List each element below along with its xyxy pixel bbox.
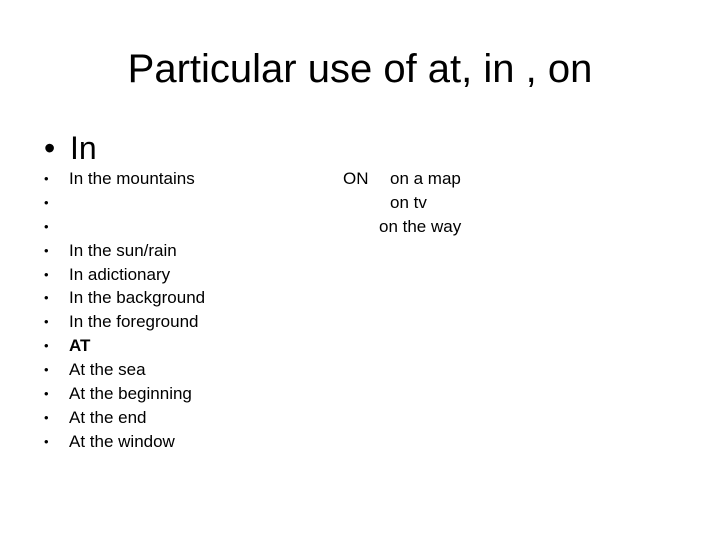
list-item-text: In the foreground: [69, 312, 199, 332]
list-item: [44, 191, 205, 215]
list-item-text: At the end: [69, 407, 147, 427]
bullet-dot: •: [44, 218, 49, 234]
list-item-text: At the window: [69, 431, 175, 451]
on-item-tv: on tv: [390, 192, 427, 212]
examples-list: [44, 167, 205, 454]
on-item-way: on the way: [379, 216, 462, 236]
bullet-dot: •: [44, 362, 49, 378]
list-item: [44, 430, 205, 454]
list-item-text: In adictionary: [69, 264, 171, 284]
list-item: [44, 239, 205, 263]
list-item-text: In the sun/rain: [69, 240, 177, 260]
list-item-heading-at: [44, 334, 205, 358]
list-item-text: In the background: [69, 288, 206, 308]
list-item: [44, 406, 205, 430]
list-item: [44, 382, 205, 406]
on-label: ON: [343, 169, 369, 188]
bullet-dot: •: [44, 314, 49, 330]
list-item-text: At the sea: [69, 360, 146, 380]
list-item-text: In the mountains: [69, 169, 195, 188]
bullet-dot: •: [44, 266, 49, 282]
bullet-dot: •: [44, 433, 49, 449]
bullet-dot: •: [44, 194, 49, 210]
list-item: [44, 286, 205, 310]
list-item: [44, 167, 205, 191]
bullet-dot: •: [44, 171, 49, 186]
bullet-dot: •: [44, 242, 49, 258]
main-bullet-in: [44, 128, 97, 168]
bullet-dot: •: [44, 130, 56, 166]
slide-title: Particular use of at, in , on: [127, 47, 593, 91]
list-item: [44, 358, 205, 382]
bullet-dot: •: [44, 290, 49, 306]
list-item: [44, 310, 205, 334]
on-item-map: on a map: [390, 169, 461, 188]
list-item-text: At the beginning: [69, 384, 192, 404]
main-bullet-text: In: [70, 130, 97, 166]
bullet-dot: •: [44, 386, 49, 402]
bullet-dot: •: [44, 409, 49, 425]
bullet-dot: •: [44, 338, 49, 354]
list-item: [44, 215, 205, 239]
list-item-text: AT: [69, 336, 91, 356]
list-item: [44, 263, 205, 287]
